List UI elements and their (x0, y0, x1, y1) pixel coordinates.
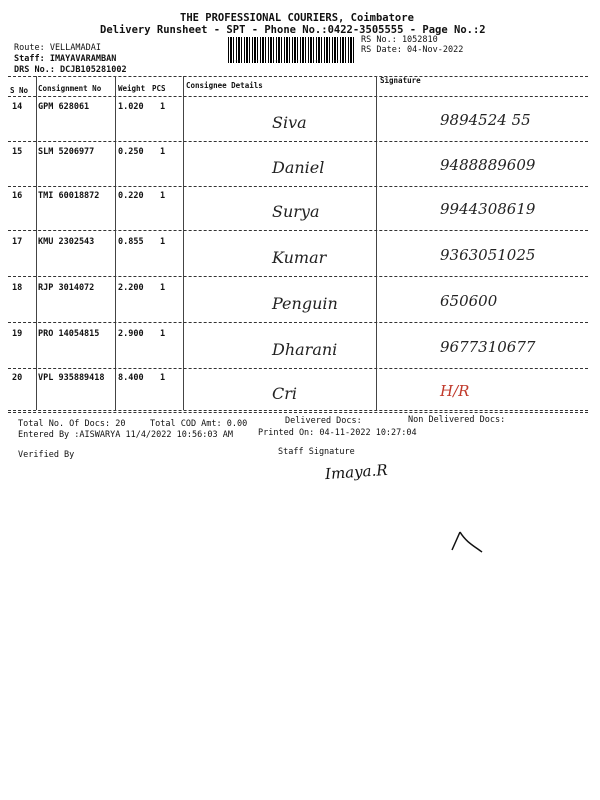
row-consignment: TMI 60018872 (38, 191, 100, 201)
col-divider (376, 76, 377, 410)
row-sno: 16 (12, 191, 23, 201)
row-divider (8, 276, 588, 277)
row-consignee-name: Kumar (272, 248, 327, 267)
row-signature-phone: 9677310677 (440, 338, 536, 356)
row-pcs: 1 (160, 191, 166, 201)
rs-number: RS No.: 1052810 (361, 35, 438, 45)
barcode (228, 37, 356, 63)
verified-by: Verified By (18, 450, 75, 460)
row-consignee-name: Siva (272, 113, 307, 132)
non-delivered-docs: Non Delivered Docs: (408, 415, 506, 425)
row-divider (8, 412, 588, 413)
printed-on: Printed On: 04-11-2022 10:27:04 (258, 428, 417, 438)
row-consignment: RJP 3014072 (38, 283, 95, 293)
row-signature-phone: 9944308619 (440, 200, 536, 218)
staff-label: Staff: IMAYAVARAMBAN (14, 54, 117, 64)
rs-date: RS Date: 04-Nov-2022 (361, 45, 464, 55)
row-weight: 8.400 (118, 373, 144, 383)
row-divider (8, 368, 588, 369)
entered-by: Entered By :AISWARYA 11/4/2022 10:56:03 AM (18, 430, 233, 440)
row-consignee-name: Penguin (272, 294, 338, 313)
row-divider (8, 322, 588, 323)
row-sno: 19 (12, 329, 23, 339)
row-consignment: GPM 628061 (38, 102, 90, 112)
row-consignee-name: Daniel (272, 158, 325, 177)
row-sno: 20 (12, 373, 23, 383)
row-consignment: KMU 2302543 (38, 237, 95, 247)
row-weight: 0.250 (118, 147, 144, 157)
row-sno: 14 (12, 102, 23, 112)
row-pcs: 1 (160, 102, 166, 112)
row-consignment: VPL 935889418 (38, 373, 105, 383)
row-divider (8, 141, 588, 142)
row-signature-phone: 650600 (440, 292, 498, 310)
staff-signature: Imaya.R (324, 460, 389, 484)
row-weight: 1.020 (118, 102, 144, 112)
row-signature-phone: 9363051025 (440, 246, 536, 264)
row-pcs: 1 (160, 283, 166, 293)
delivered-docs: Delivered Docs: (285, 416, 362, 426)
col-consignee: Consignee Details (186, 81, 263, 90)
row-sno: 17 (12, 237, 23, 247)
row-signature-phone: H/R (440, 382, 470, 400)
col-pcs: PCS (152, 84, 166, 93)
row-signature-phone: 9488889609 (440, 156, 536, 174)
runsheet-subtitle: Delivery Runsheet - SPT - Phone No.:0422-3505555 - Page No.:2 (100, 24, 486, 36)
row-pcs: 1 (160, 147, 166, 157)
row-consignment: SLM 5206977 (38, 147, 95, 157)
staff-signature-label: Staff Signature (278, 447, 355, 457)
footer-rule (8, 410, 588, 411)
row-sno: 15 (12, 147, 23, 157)
row-consignment: PRO 14054815 (38, 329, 100, 339)
row-pcs: 1 (160, 373, 166, 383)
row-signature-phone: 9894524 55 (440, 111, 531, 129)
col-sno: S No (10, 86, 29, 95)
total-docs: Total No. Of Docs: 20 (18, 419, 126, 429)
row-weight: 2.900 (118, 329, 144, 339)
company-title: THE PROFESSIONAL COURIERS, Coimbatore (180, 12, 414, 24)
row-divider (8, 230, 588, 231)
row-pcs: 1 (160, 237, 166, 247)
drs-number: DRS No.: DCJB105281002 (14, 65, 127, 75)
col-weight: Weight (118, 84, 146, 93)
row-consignee-name: Dharani (272, 340, 338, 359)
row-weight: 0.855 (118, 237, 144, 247)
route-label: Route: VELLAMADAI (14, 43, 101, 53)
header-top-rule (8, 76, 588, 77)
row-consignee-name: Surya (272, 202, 320, 221)
row-weight: 0.220 (118, 191, 144, 201)
col-divider (115, 76, 116, 410)
row-sno: 18 (12, 283, 23, 293)
col-divider (183, 76, 184, 410)
row-divider (8, 186, 588, 187)
col-signature: Signature (380, 76, 421, 85)
col-consignment: Consignment No (38, 84, 102, 93)
row-consignee-name: Cri (272, 384, 298, 403)
pen-mark (448, 528, 488, 556)
col-divider (36, 76, 37, 410)
header-bottom-rule (8, 96, 588, 97)
total-cod: Total COD Amt: 0.00 (150, 419, 248, 429)
row-weight: 2.200 (118, 283, 144, 293)
row-pcs: 1 (160, 329, 166, 339)
